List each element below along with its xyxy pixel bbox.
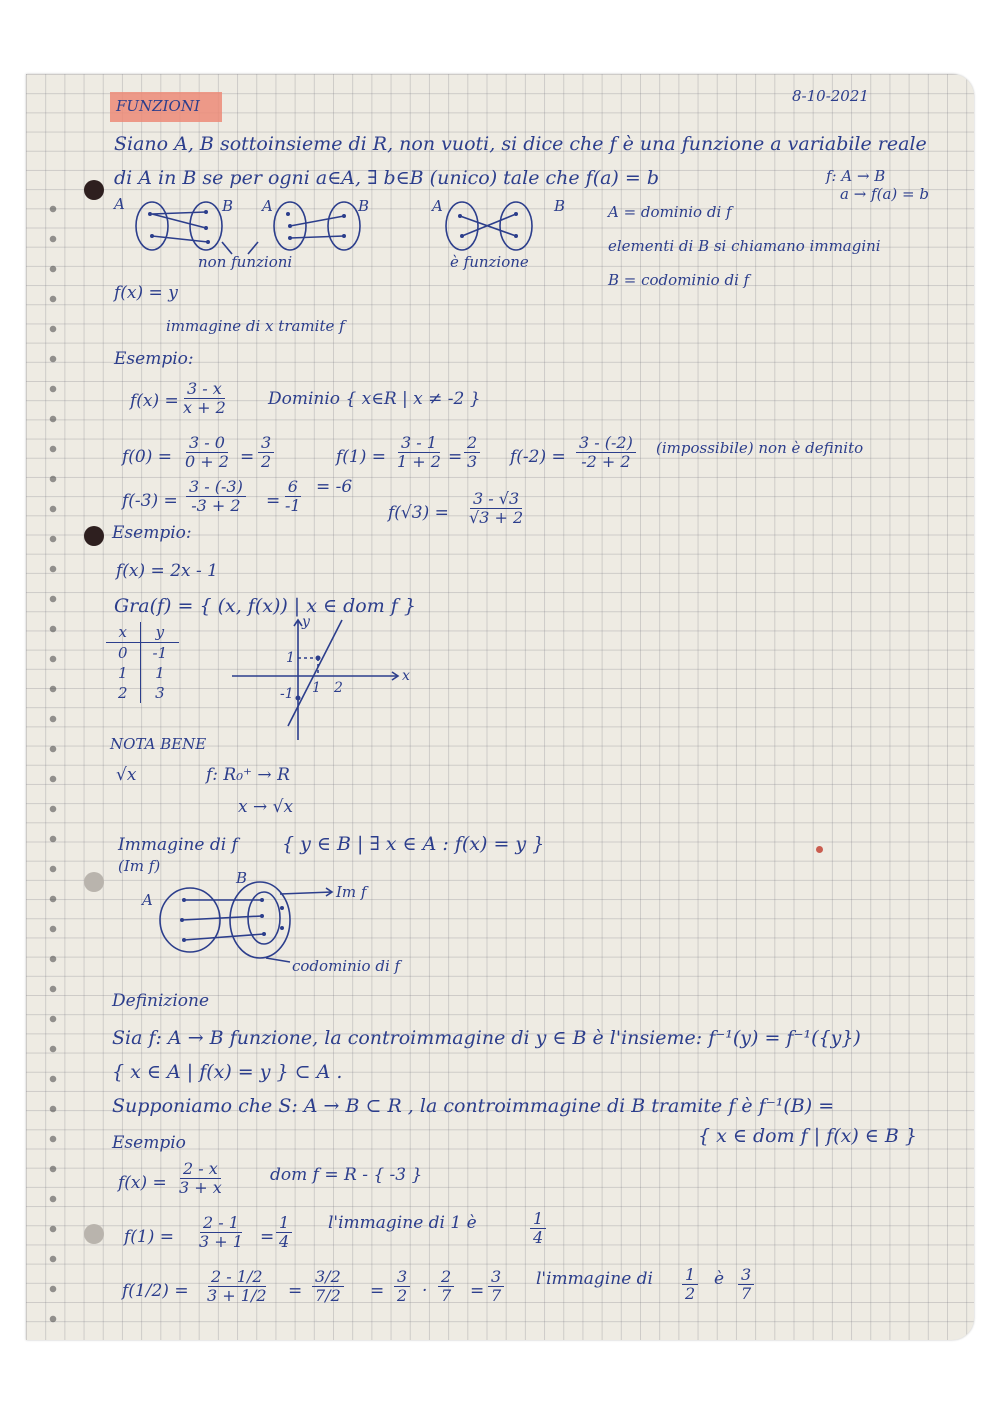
f1-3-label: f(1) =	[124, 1227, 175, 1247]
set-label-b: B	[236, 869, 248, 887]
fx3-fraction: $\frac{2 - x}{3 + x}$	[179, 1159, 222, 1198]
note-immagini: elementi di B si chiamano immagini	[608, 237, 881, 255]
fm2-label: f(-2) =	[510, 447, 566, 467]
image-caption: immagine di x tramite f	[166, 317, 345, 335]
axis-x-label: x	[402, 668, 410, 684]
times: ·	[422, 1281, 428, 1301]
set-label-a: A	[142, 891, 153, 909]
example-heading: Esempio:	[114, 349, 194, 369]
equals: =	[260, 1227, 275, 1247]
punch-hole	[84, 872, 104, 892]
axis-y-label: y	[302, 614, 310, 630]
fx3-label: f(x) =	[118, 1173, 167, 1193]
note-dominio: A = dominio di f	[608, 203, 732, 221]
note-codominio: B = codominio di f	[608, 271, 750, 289]
definition-line-1: Siano A, B sottoinsieme di R, non vuoti, si dice che f è una funzione a variabile reale	[114, 133, 927, 155]
immagine-di-f: Immagine di f	[118, 835, 238, 855]
punch-hole	[84, 526, 104, 546]
diagram-label-b: B	[554, 197, 566, 215]
equals: =	[288, 1281, 303, 1301]
example-heading: Esempio:	[112, 523, 192, 543]
table-header: y	[140, 622, 179, 643]
f0-label: f(0) =	[122, 447, 173, 467]
f1-fraction: $\frac{3 - 1}{1 + 2}$	[397, 433, 441, 472]
sqrt-symbol: √x	[116, 765, 137, 785]
im-f-abbr: (Im f)	[118, 857, 161, 875]
table-row: 2 3	[106, 683, 179, 703]
fhalf-note-e: è	[714, 1269, 725, 1289]
equals: =	[240, 447, 255, 467]
f1-3-note-fraction: $\frac{1}{4}$	[530, 1210, 546, 1248]
notation-assign: a → f(a) = b	[840, 185, 929, 203]
nota-bene-heading: NOTA BENE	[110, 735, 207, 753]
f1-result: $\frac{2}{3}$	[464, 434, 480, 472]
diagram-label-a: A	[114, 195, 125, 213]
table-row: 1 1	[106, 663, 179, 683]
controimmagine-line-4: { x ∈ dom f | f(x) ∈ B }	[698, 1125, 917, 1147]
tick-y-1: 1	[286, 650, 295, 666]
controimmagine-line-3: Supponiamo che S: A → B ⊂ R , la controimmagine di B tramite f è f⁻¹(B) =	[112, 1095, 835, 1117]
line-2x-1	[288, 620, 342, 726]
fhalf-step-2b: $\frac{2}{7}$	[438, 1268, 454, 1306]
page-title: FUNZIONI	[116, 97, 200, 115]
fm3-fraction: $\frac{3 - (-3)}{-3 + 2}$	[186, 478, 246, 516]
fhalf-result: $\frac{3}{7}$	[488, 1268, 504, 1306]
equals: =	[448, 447, 463, 467]
f0-fraction: $\frac{3 - 0}{0 + 2}$	[185, 433, 229, 472]
fsqrt-label: f(√3) =	[388, 503, 449, 523]
red-ink-spot	[816, 846, 823, 853]
sqrt-map: f: R₀⁺ → R	[206, 765, 290, 785]
fm3-label: f(-3) =	[122, 491, 178, 511]
fsqrt-fraction: $\frac{3 - √3}{√3 + 2}$	[469, 489, 524, 528]
fhalf-note-a: $\frac{1}{2}$	[682, 1266, 698, 1304]
graph-definition: Gra(f) = { (x, f(x)) | x ∈ dom f }	[114, 595, 416, 617]
punch-hole	[84, 1224, 104, 1244]
fx-domain: Dominio { x∈R | x ≠ -2 }	[268, 389, 481, 409]
example-heading: Esempio	[112, 1133, 186, 1153]
controimmagine-line-2: { x ∈ A | f(x) = y } ⊂ A .	[112, 1061, 343, 1083]
tick-minus-1: -1	[280, 686, 294, 702]
set-label-codominio: codominio di f	[292, 957, 401, 975]
fhalf-label: f(1/2) =	[122, 1281, 189, 1301]
f1-3-result: $\frac{1}{4}$	[276, 1214, 292, 1252]
diagram-label-a: A	[432, 197, 443, 215]
equals: =	[370, 1281, 385, 1301]
fm3-result: $\frac{6}{-1}$	[285, 477, 301, 516]
f1-3-note: l'immagine di 1 è	[328, 1213, 477, 1233]
caption-non-funzioni: non funzioni	[198, 253, 293, 271]
page-date: 8-10-2021	[792, 87, 869, 105]
tick-2: 2	[334, 680, 343, 696]
definition-line-2: di A in B se per ogni a∈A, ∃ b∈B (unico) tale che f(a) = b	[114, 167, 660, 189]
fhalf-note-b: $\frac{3}{7}$	[738, 1266, 754, 1304]
notation-map: f: A → B	[826, 167, 886, 185]
fhalf-step-1: $\frac{3/2}{7/2}$	[312, 1268, 344, 1306]
equals: =	[266, 491, 281, 511]
f1-3-fraction: $\frac{2 - 1}{3 + 1}$	[199, 1213, 243, 1252]
values-table	[106, 622, 179, 703]
diagram-label-b: B	[358, 197, 370, 215]
image-set-def: { y ∈ B | ∃ x ∈ A : f(x) = y }	[282, 833, 545, 855]
notebook-page	[26, 74, 974, 1340]
f1-label: f(1) =	[336, 447, 387, 467]
definizione-heading: Definizione	[112, 991, 210, 1011]
fm2-fraction: $\frac{3 - (-2)}{-2 + 2}$	[576, 434, 636, 472]
fhalf-step-2a: $\frac{3}{2}$	[394, 1268, 410, 1306]
set-label-imf: Im f	[336, 883, 367, 901]
caption-e-funzione: è funzione	[450, 253, 529, 271]
controimmagine-line-1: Sia f: A → B funzione, la controimmagine di y ∈ B è l'insieme: f⁻¹(y) = f⁻¹({y})	[112, 1027, 861, 1049]
linear-function: f(x) = 2x - 1	[116, 561, 218, 581]
fx-label: f(x) =	[130, 391, 179, 411]
diagram-label-a: A	[262, 197, 273, 215]
fhalf-fraction: $\frac{2 - 1/2}{3 + 1/2}$	[207, 1267, 267, 1306]
fx3-domain: dom f = R - { -3 }	[270, 1165, 423, 1185]
fm3-tail: = -6	[316, 477, 353, 497]
diagram-label-b: B	[222, 197, 234, 215]
fx-fraction: $\frac{3 - x}{x + 2}$	[183, 379, 226, 418]
f0-result: $\frac{3}{2}$	[258, 434, 274, 472]
punch-hole	[84, 180, 104, 200]
equals: =	[470, 1281, 485, 1301]
sqrt-assign: x → √x	[238, 797, 294, 817]
fm2-note: (impossibile) non è definito	[656, 439, 864, 457]
spiral-binding	[48, 194, 58, 1340]
table-row: 0 -1	[106, 643, 179, 664]
table-header: x	[106, 622, 140, 643]
image-formula: f(x) = y	[114, 283, 178, 303]
linear-graph	[226, 614, 416, 744]
fhalf-note: l'immagine di	[536, 1269, 653, 1289]
tick-1: 1	[312, 680, 321, 696]
